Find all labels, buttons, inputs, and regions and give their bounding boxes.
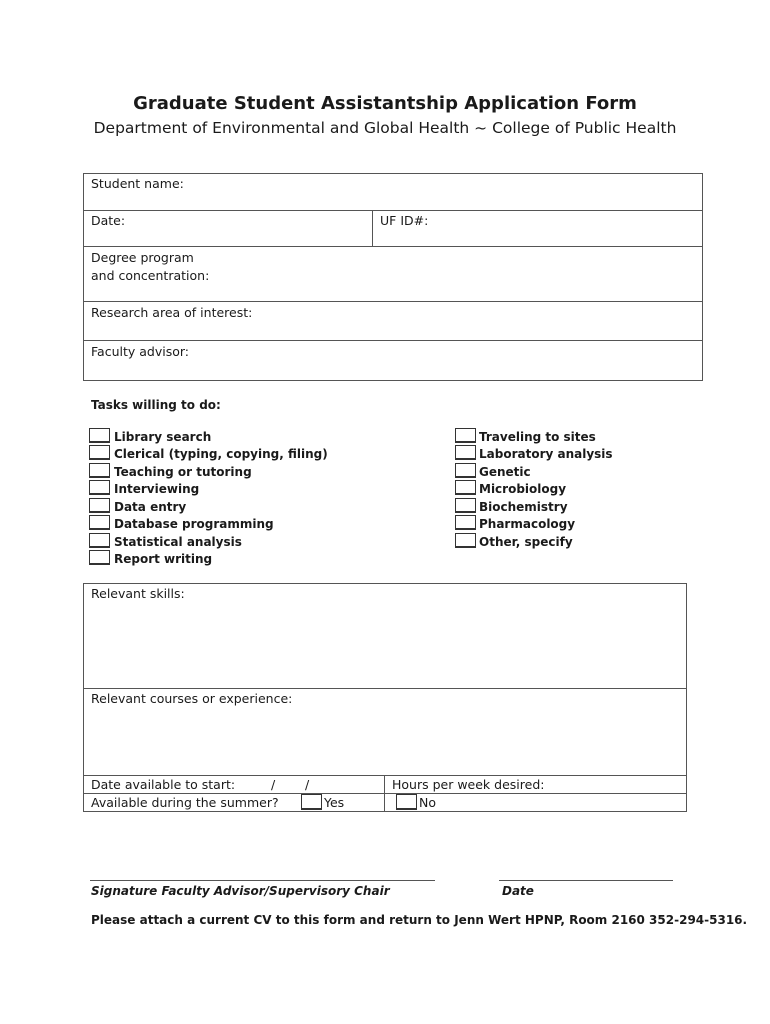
skills-table-divider bbox=[83, 775, 687, 776]
date-field[interactable]: Date: bbox=[91, 213, 126, 228]
checkbox[interactable] bbox=[455, 428, 476, 443]
available-summer-label: Available during the summer? bbox=[91, 795, 279, 810]
uf-id-field[interactable]: UF ID#: bbox=[380, 213, 429, 228]
task-label: Data entry bbox=[114, 500, 187, 514]
checkbox[interactable] bbox=[89, 445, 110, 460]
skills-table-divider bbox=[83, 793, 687, 794]
summer-no-checkbox[interactable] bbox=[396, 794, 417, 810]
checkbox[interactable] bbox=[89, 480, 110, 495]
task-label: Database programming bbox=[114, 517, 274, 531]
submission-note: Please attach a current CV to this form and return to Jenn Wert HPNP, Room 2160 352-294-5316. bbox=[91, 913, 748, 927]
info-table-column-divider bbox=[372, 210, 373, 246]
checkbox[interactable] bbox=[455, 445, 476, 460]
degree-program-label: Degree program bbox=[91, 250, 194, 265]
task-label: Library search bbox=[114, 430, 212, 444]
task-label: Interviewing bbox=[114, 482, 200, 496]
checkbox[interactable] bbox=[455, 480, 476, 495]
task-label: Other, specify bbox=[479, 535, 573, 549]
summer-yes-checkbox[interactable] bbox=[301, 794, 322, 810]
info-table-divider bbox=[83, 301, 703, 302]
hours-per-week-field[interactable]: Hours per week desired: bbox=[392, 777, 545, 792]
task-label: Pharmacology bbox=[479, 517, 576, 531]
info-table-divider bbox=[83, 246, 703, 247]
signature-line[interactable] bbox=[90, 880, 435, 881]
task-label: Microbiology bbox=[479, 482, 567, 496]
task-label: Statistical analysis bbox=[114, 535, 242, 549]
checkbox[interactable] bbox=[89, 533, 110, 548]
date-separator: / bbox=[305, 777, 310, 792]
relevant-courses-field[interactable]: Relevant courses or experience: bbox=[91, 691, 293, 706]
form-subtitle: Department of Environmental and Global Health ~ College of Public Health bbox=[93, 119, 677, 137]
task-label: Biochemistry bbox=[479, 500, 568, 514]
checkbox[interactable] bbox=[89, 428, 110, 443]
checkbox[interactable] bbox=[455, 515, 476, 530]
summer-yes-label: Yes bbox=[324, 795, 345, 810]
faculty-advisor-field[interactable]: Faculty advisor: bbox=[91, 344, 189, 359]
student-name-field[interactable]: Student name: bbox=[91, 176, 184, 191]
task-label: Teaching or tutoring bbox=[114, 465, 252, 479]
task-label: Genetic bbox=[479, 465, 531, 479]
task-label: Laboratory analysis bbox=[479, 447, 613, 461]
date-separator: / bbox=[271, 777, 276, 792]
checkbox[interactable] bbox=[89, 515, 110, 530]
task-label: Clerical (typing, copying, filing) bbox=[114, 447, 328, 461]
checkbox[interactable] bbox=[455, 498, 476, 513]
date-available-field[interactable]: Date available to start: bbox=[91, 777, 236, 792]
degree-concentration-field[interactable]: and concentration: bbox=[91, 268, 210, 283]
date-signature-line[interactable] bbox=[499, 880, 673, 881]
signature-advisor-label: Signature Faculty Advisor/Supervisory Chair bbox=[91, 884, 390, 898]
info-table-divider bbox=[83, 340, 703, 341]
research-area-field[interactable]: Research area of interest: bbox=[91, 305, 253, 320]
tasks-heading: Tasks willing to do: bbox=[91, 398, 221, 412]
checkbox[interactable] bbox=[455, 463, 476, 478]
task-label: Traveling to sites bbox=[479, 430, 596, 444]
skills-table-divider bbox=[83, 688, 687, 689]
skills-table-column-divider bbox=[384, 775, 385, 812]
form-title: Graduate Student Assistantship Application Form bbox=[133, 93, 637, 114]
checkbox[interactable] bbox=[89, 463, 110, 478]
checkbox[interactable] bbox=[455, 533, 476, 548]
info-table-divider bbox=[83, 210, 703, 211]
checkbox[interactable] bbox=[89, 498, 110, 513]
summer-no-label: No bbox=[419, 795, 436, 810]
signature-date-label: Date bbox=[502, 884, 534, 898]
task-label: Report writing bbox=[114, 552, 213, 566]
relevant-skills-field[interactable]: Relevant skills: bbox=[91, 586, 185, 601]
checkbox[interactable] bbox=[89, 550, 110, 565]
